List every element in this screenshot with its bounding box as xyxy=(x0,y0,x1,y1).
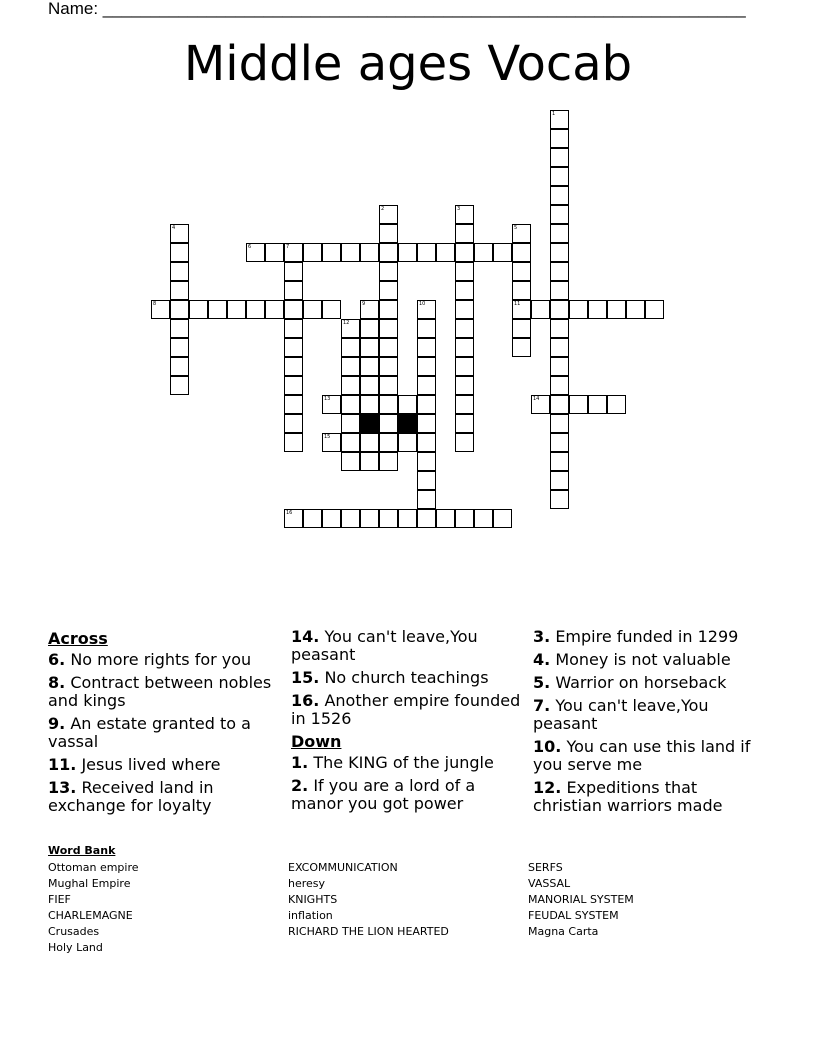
grid-cell[interactable] xyxy=(550,376,569,395)
grid-cell[interactable] xyxy=(360,433,379,452)
grid-cell[interactable] xyxy=(284,414,303,433)
word-bank-item: VASSAL xyxy=(528,877,571,890)
grid-cell[interactable] xyxy=(284,262,303,281)
word-bank-item: MANORIAL SYSTEM xyxy=(528,893,634,906)
grid-cell[interactable] xyxy=(550,300,569,319)
grid-cell[interactable] xyxy=(550,167,569,186)
grid-cell[interactable] xyxy=(341,243,360,262)
clue-number: 3 xyxy=(457,206,461,212)
clue-down-4: 4. Money is not valuable xyxy=(533,650,731,669)
clue-number: 12 xyxy=(343,320,350,326)
grid-cell[interactable] xyxy=(379,395,398,414)
clues-column-3 xyxy=(533,628,763,820)
grid-cell[interactable] xyxy=(493,243,512,262)
clue-down-5: 5. Warrior on horseback xyxy=(533,673,727,692)
grid-cell[interactable] xyxy=(569,395,588,414)
grid-cell[interactable] xyxy=(303,243,322,262)
grid-cell[interactable] xyxy=(360,376,379,395)
grid-cell[interactable] xyxy=(379,509,398,528)
grid-cell[interactable] xyxy=(322,395,341,414)
grid-cell[interactable] xyxy=(170,338,189,357)
grid-cell[interactable] xyxy=(550,205,569,224)
grid-cell[interactable] xyxy=(284,395,303,414)
grid-cell[interactable] xyxy=(379,205,398,224)
grid-cell[interactable] xyxy=(360,300,379,319)
grid-cell[interactable] xyxy=(550,129,569,148)
clue-across-11: 11. Jesus lived where xyxy=(48,755,221,774)
grid-cell[interactable] xyxy=(341,338,360,357)
grid-cell[interactable] xyxy=(284,300,303,319)
grid-cell[interactable] xyxy=(512,281,531,300)
grid-cell[interactable] xyxy=(455,433,474,452)
clue-across-15: 15. No church teachings xyxy=(291,668,489,687)
page-title: Middle ages Vocab xyxy=(183,36,633,92)
clue-number: 7 xyxy=(286,244,290,250)
clue-down-3: 3. Empire funded in 1299 xyxy=(533,627,739,646)
grid-cell[interactable] xyxy=(569,300,588,319)
grid-cell[interactable] xyxy=(322,300,341,319)
grid-cell[interactable] xyxy=(455,224,474,243)
grid-cell[interactable] xyxy=(208,300,227,319)
grid-cell[interactable] xyxy=(417,490,436,509)
grid-cell[interactable] xyxy=(493,509,512,528)
grid-cell[interactable] xyxy=(227,300,246,319)
grid-cell[interactable] xyxy=(170,300,189,319)
grid-cell[interactable] xyxy=(588,300,607,319)
grid-cell[interactable] xyxy=(455,376,474,395)
word-bank-heading: Word Bank xyxy=(48,844,116,857)
grid-block xyxy=(398,414,417,433)
grid-cell[interactable] xyxy=(398,509,417,528)
clue-down-10: 10. You can use this land if you serve me xyxy=(533,737,751,774)
grid-cell[interactable] xyxy=(379,300,398,319)
grid-cell[interactable] xyxy=(360,452,379,471)
grid-cell[interactable] xyxy=(417,452,436,471)
grid-cell[interactable] xyxy=(607,300,626,319)
grid-cell[interactable] xyxy=(417,338,436,357)
grid-cell[interactable] xyxy=(170,281,189,300)
grid-cell[interactable] xyxy=(379,357,398,376)
word-bank-column-1 xyxy=(48,860,268,956)
clues-column-1 xyxy=(48,628,278,820)
grid-cell[interactable] xyxy=(474,509,493,528)
clue-down-2: 2. If you are a lord of a manor you got power xyxy=(291,776,476,813)
grid-cell[interactable] xyxy=(398,433,417,452)
grid-cell[interactable] xyxy=(550,490,569,509)
grid-block xyxy=(360,414,379,433)
grid-cell[interactable] xyxy=(398,395,417,414)
grid-cell[interactable] xyxy=(436,509,455,528)
grid-cell[interactable] xyxy=(360,243,379,262)
grid-cell[interactable] xyxy=(170,357,189,376)
grid-cell[interactable] xyxy=(284,281,303,300)
grid-cell[interactable] xyxy=(455,300,474,319)
grid-cell[interactable] xyxy=(341,414,360,433)
grid-cell[interactable] xyxy=(417,357,436,376)
clues-column-2 xyxy=(291,628,521,818)
grid-cell[interactable] xyxy=(550,433,569,452)
grid-cell[interactable] xyxy=(455,205,474,224)
grid-cell[interactable] xyxy=(512,338,531,357)
grid-cell[interactable] xyxy=(170,243,189,262)
grid-cell[interactable] xyxy=(531,300,550,319)
clue-across-9: 9. An estate granted to a vassal xyxy=(48,714,251,751)
grid-cell[interactable] xyxy=(550,243,569,262)
clue-down-7: 7. You can't leave,You peasant xyxy=(533,696,709,733)
grid-cell[interactable] xyxy=(379,414,398,433)
grid-cell[interactable] xyxy=(455,281,474,300)
word-bank-column-2 xyxy=(288,860,508,940)
grid-cell[interactable] xyxy=(170,262,189,281)
grid-cell[interactable] xyxy=(379,243,398,262)
word-bank-column-3 xyxy=(528,860,748,940)
grid-cell[interactable] xyxy=(284,243,303,262)
grid-cell[interactable] xyxy=(360,319,379,338)
grid-cell[interactable] xyxy=(417,376,436,395)
grid-cell[interactable] xyxy=(303,300,322,319)
clue-across-8: 8. Contract between nobles and kings xyxy=(48,673,272,710)
grid-cell[interactable] xyxy=(170,224,189,243)
grid-cell[interactable] xyxy=(265,300,284,319)
grid-cell[interactable] xyxy=(531,395,550,414)
grid-cell[interactable] xyxy=(379,452,398,471)
word-bank-item: FIEF xyxy=(48,893,71,906)
grid-cell[interactable] xyxy=(341,357,360,376)
grid-cell[interactable] xyxy=(284,433,303,452)
grid-cell[interactable] xyxy=(626,300,645,319)
grid-cell[interactable] xyxy=(322,243,341,262)
grid-cell[interactable] xyxy=(246,300,265,319)
word-bank-item: Crusades xyxy=(48,925,100,938)
grid-cell[interactable] xyxy=(550,148,569,167)
clue-number: 11 xyxy=(514,301,521,307)
grid-cell[interactable] xyxy=(436,243,455,262)
word-bank-item: FEUDAL SYSTEM xyxy=(528,909,619,922)
grid-cell[interactable] xyxy=(360,357,379,376)
grid-cell[interactable] xyxy=(360,509,379,528)
grid-cell[interactable] xyxy=(284,319,303,338)
grid-cell[interactable] xyxy=(341,395,360,414)
grid-cell[interactable] xyxy=(379,433,398,452)
grid-cell[interactable] xyxy=(512,319,531,338)
across-heading: Across xyxy=(48,629,108,648)
grid-cell[interactable] xyxy=(550,281,569,300)
grid-cell[interactable] xyxy=(322,433,341,452)
grid-cell[interactable] xyxy=(455,414,474,433)
grid-cell[interactable] xyxy=(379,224,398,243)
grid-cell[interactable] xyxy=(189,300,208,319)
word-bank-item: KNIGHTS xyxy=(288,893,338,906)
grid-cell[interactable] xyxy=(550,357,569,376)
word-bank-item: EXCOMMUNICATION xyxy=(288,861,398,874)
grid-cell[interactable] xyxy=(550,224,569,243)
grid-cell[interactable] xyxy=(170,319,189,338)
grid-cell[interactable] xyxy=(379,338,398,357)
grid-cell[interactable] xyxy=(455,395,474,414)
clue-down-12: 12. Expeditions that christian warriors made xyxy=(533,778,723,815)
word-bank-item: Holy Land xyxy=(48,941,103,954)
grid-cell[interactable] xyxy=(398,243,417,262)
grid-cell[interactable] xyxy=(303,509,322,528)
word-bank-item: CHARLEMAGNE xyxy=(48,909,133,922)
grid-cell[interactable] xyxy=(455,509,474,528)
grid-cell[interactable] xyxy=(284,376,303,395)
grid-cell[interactable] xyxy=(360,395,379,414)
word-bank-item: Ottoman empire xyxy=(48,861,139,874)
grid-cell[interactable] xyxy=(550,471,569,490)
grid-cell[interactable] xyxy=(379,319,398,338)
clue-number: 2 xyxy=(381,206,385,212)
clue-down-1: 1. The KING of the jungle xyxy=(291,753,494,772)
grid-cell[interactable] xyxy=(379,376,398,395)
word-bank-item: SERFS xyxy=(528,861,563,874)
grid-cell[interactable] xyxy=(341,433,360,452)
grid-cell[interactable] xyxy=(246,243,265,262)
grid-cell[interactable] xyxy=(550,110,569,129)
grid-cell[interactable] xyxy=(455,319,474,338)
clue-number: 8 xyxy=(153,301,157,307)
grid-cell[interactable] xyxy=(379,262,398,281)
clue-across-6: 6. No more rights for you xyxy=(48,650,252,669)
grid-cell[interactable] xyxy=(417,300,436,319)
down-heading: Down xyxy=(291,732,342,751)
grid-cell[interactable] xyxy=(550,414,569,433)
grid-cell[interactable] xyxy=(417,395,436,414)
grid-cell[interactable] xyxy=(379,281,398,300)
grid-cell[interactable] xyxy=(550,186,569,205)
clue-number: 9 xyxy=(362,301,366,307)
grid-cell[interactable] xyxy=(417,414,436,433)
name-field[interactable]: Name: ____________________________________________________________________ xyxy=(48,0,746,18)
grid-cell[interactable] xyxy=(417,319,436,338)
grid-cell[interactable] xyxy=(512,262,531,281)
word-bank-item: Mughal Empire xyxy=(48,877,131,890)
grid-cell[interactable] xyxy=(170,376,189,395)
clue-number: 16 xyxy=(286,510,293,516)
clue-number: 14 xyxy=(533,396,540,402)
grid-cell[interactable] xyxy=(417,509,436,528)
clue-across-14: 14. You can't leave,You peasant xyxy=(291,627,478,664)
grid-cell[interactable] xyxy=(550,262,569,281)
clue-number: 6 xyxy=(248,244,252,250)
grid-cell[interactable] xyxy=(512,300,531,319)
grid-cell[interactable] xyxy=(284,357,303,376)
grid-cell[interactable] xyxy=(417,243,436,262)
grid-cell[interactable] xyxy=(341,319,360,338)
grid-cell[interactable] xyxy=(322,509,341,528)
grid-cell[interactable] xyxy=(455,243,474,262)
grid-cell[interactable] xyxy=(455,262,474,281)
grid-cell[interactable] xyxy=(341,452,360,471)
word-bank-item: Magna Carta xyxy=(528,925,599,938)
word-bank-item: heresy xyxy=(288,877,326,890)
grid-cell[interactable] xyxy=(284,509,303,528)
grid-cell[interactable] xyxy=(341,376,360,395)
clue-number: 13 xyxy=(324,396,331,402)
clue-across-13: 13. Received land in exchange for loyalty xyxy=(48,778,214,815)
grid-cell[interactable] xyxy=(550,319,569,338)
grid-cell[interactable] xyxy=(455,357,474,376)
grid-cell[interactable] xyxy=(588,395,607,414)
grid-cell[interactable] xyxy=(417,433,436,452)
grid-cell[interactable] xyxy=(474,243,493,262)
grid-cell[interactable] xyxy=(645,300,664,319)
grid-cell[interactable] xyxy=(265,243,284,262)
clue-number: 5 xyxy=(514,225,518,231)
grid-cell[interactable] xyxy=(151,300,170,319)
word-bank-item: inflation xyxy=(288,909,333,922)
grid-cell[interactable] xyxy=(455,338,474,357)
grid-cell[interactable] xyxy=(284,338,303,357)
clue-across-16: 16. Another empire founded in 1526 xyxy=(291,691,521,728)
grid-cell[interactable] xyxy=(360,338,379,357)
clue-number: 10 xyxy=(419,301,426,307)
grid-cell[interactable] xyxy=(417,471,436,490)
grid-cell[interactable] xyxy=(607,395,626,414)
grid-cell[interactable] xyxy=(512,243,531,262)
grid-cell[interactable] xyxy=(550,452,569,471)
grid-cell[interactable] xyxy=(550,395,569,414)
word-bank-item: RICHARD THE LION HEARTED xyxy=(288,925,449,938)
clue-number: 4 xyxy=(172,225,176,231)
grid-cell[interactable] xyxy=(341,509,360,528)
clue-number: 15 xyxy=(324,434,331,440)
clue-number: 1 xyxy=(552,111,556,117)
grid-cell[interactable] xyxy=(550,338,569,357)
grid-cell[interactable] xyxy=(512,224,531,243)
